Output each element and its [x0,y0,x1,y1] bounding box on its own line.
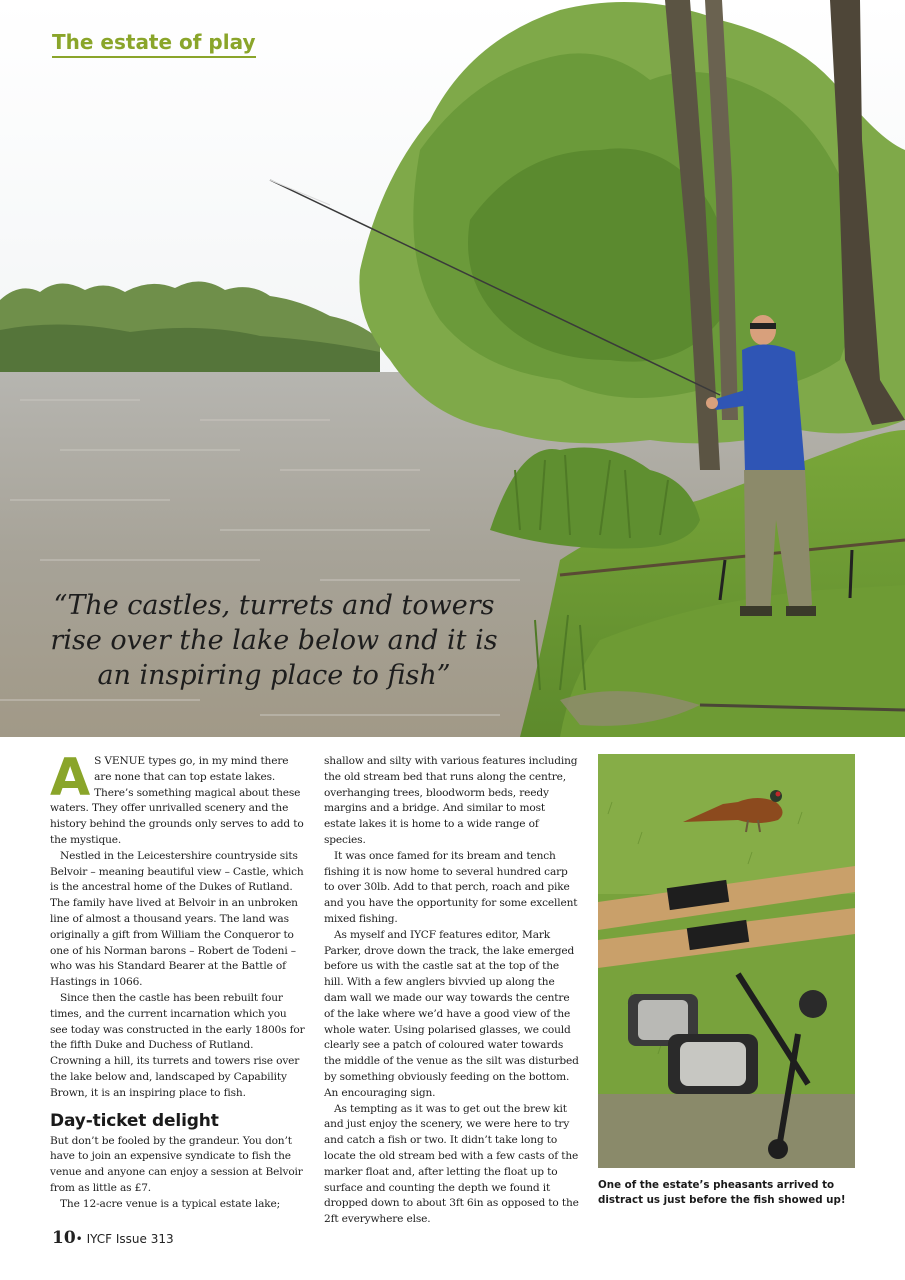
article-paragraph: S VENUE types go, in my mind there are none that can top estate lakes. There’s something magical about these waters. They offer unrivalled scenery and the history behind the grounds only serves to add to the mystique. [50,755,304,846]
publication-name: IYCF Issue 313 [86,1232,174,1246]
photo-caption: One of the estate’s pheasants arrived to distract us just before the fish showed up! [598,1179,846,1206]
article-column-1 [50,748,306,1213]
page-number: 10 [52,1228,76,1248]
article-paragraph: The 12-acre venue is a typical estate lake; [60,1197,281,1210]
footer-bullet: • [75,1232,83,1246]
article-paragraph: shallow and silty with various features including the old stream bed that runs along the centre, overhanging trees, bloodworm beds, reedy margins and a bridge. And similar to most estate lakes it is home to a wide range of species. [324,755,578,846]
article-paragraph: Since then the castle has been rebuilt four times, and the current incarnation which you see today was constructed in the early 1800s for the fifth Duke and Duchess of Rutland. Crowning a hill, its turrets and towers rise over the lake below and, landscaped by Capability Brown, it is an inspiring place to fish. [50,991,305,1099]
page-footer [52,1228,174,1248]
pheasant-reels-photo [598,754,855,1168]
pull-quote: “The castles, turrets and towers rise over the lake below and it is an inspiring place to fish” [50,590,498,691]
pheasant-and-reels-illustration [598,754,855,1168]
article-paragraph: But don’t be fooled by the grandeur. You don’t have to join an expensive syndicate to fish the venue and anyone can enjoy a session at Belvoir from as little as £7. [50,1134,303,1194]
drop-cap: A [50,748,91,808]
subheading: Day-ticket delight [50,1110,219,1131]
article-paragraph: Nestled in the Leicestershire countryside sits Belvoir – meaning beautiful view – Castle, which is the ancestral home of the Dukes of Rutland. The family have lived at Belvoir in an unbroken line of almost a thousand years. The land was originally a gift from William the Conqueror to one of his Norman barons – Robert de Todeni – who was his Standard Bearer at the Battle of Hastings in 1066. [50,849,304,989]
article-paragraph: It was once famed for its bream and tench fishing it is now home to several hundred carp to over 30lb. Add to that perch, roach and pike and you have the opportunity for some excellent mixed fishing. [324,849,578,925]
section-tag: The estate of play [52,30,256,58]
article-paragraph: As myself and IYCF features editor, Mark Parker, drove down the track, the lake emerged before us with the castle sat at the top of the hill. With a few anglers bivvied up along the dam wall we made our way towards the centre of the lake where we’d have a good view of the whole water. Using polarised glasses, we could clearly see a patch of coloured water towards the middle of the venue as the silt was disturbed by something obviously feeding on the bottom. An encouraging sign. [324,928,579,1099]
article-paragraph: As tempting as it was to get out the brew kit and just enjoy the scenery, we were here to try and catch a fish or two. It didn’t take long to locate the old stream bed with a few casts of the marker float and, after letting the float up to surface and counting the depth we found it dropped down to about 3ft 6in as opposed to the 2ft everywhere else. [324,1102,579,1226]
article-column-2 [324,754,580,1228]
